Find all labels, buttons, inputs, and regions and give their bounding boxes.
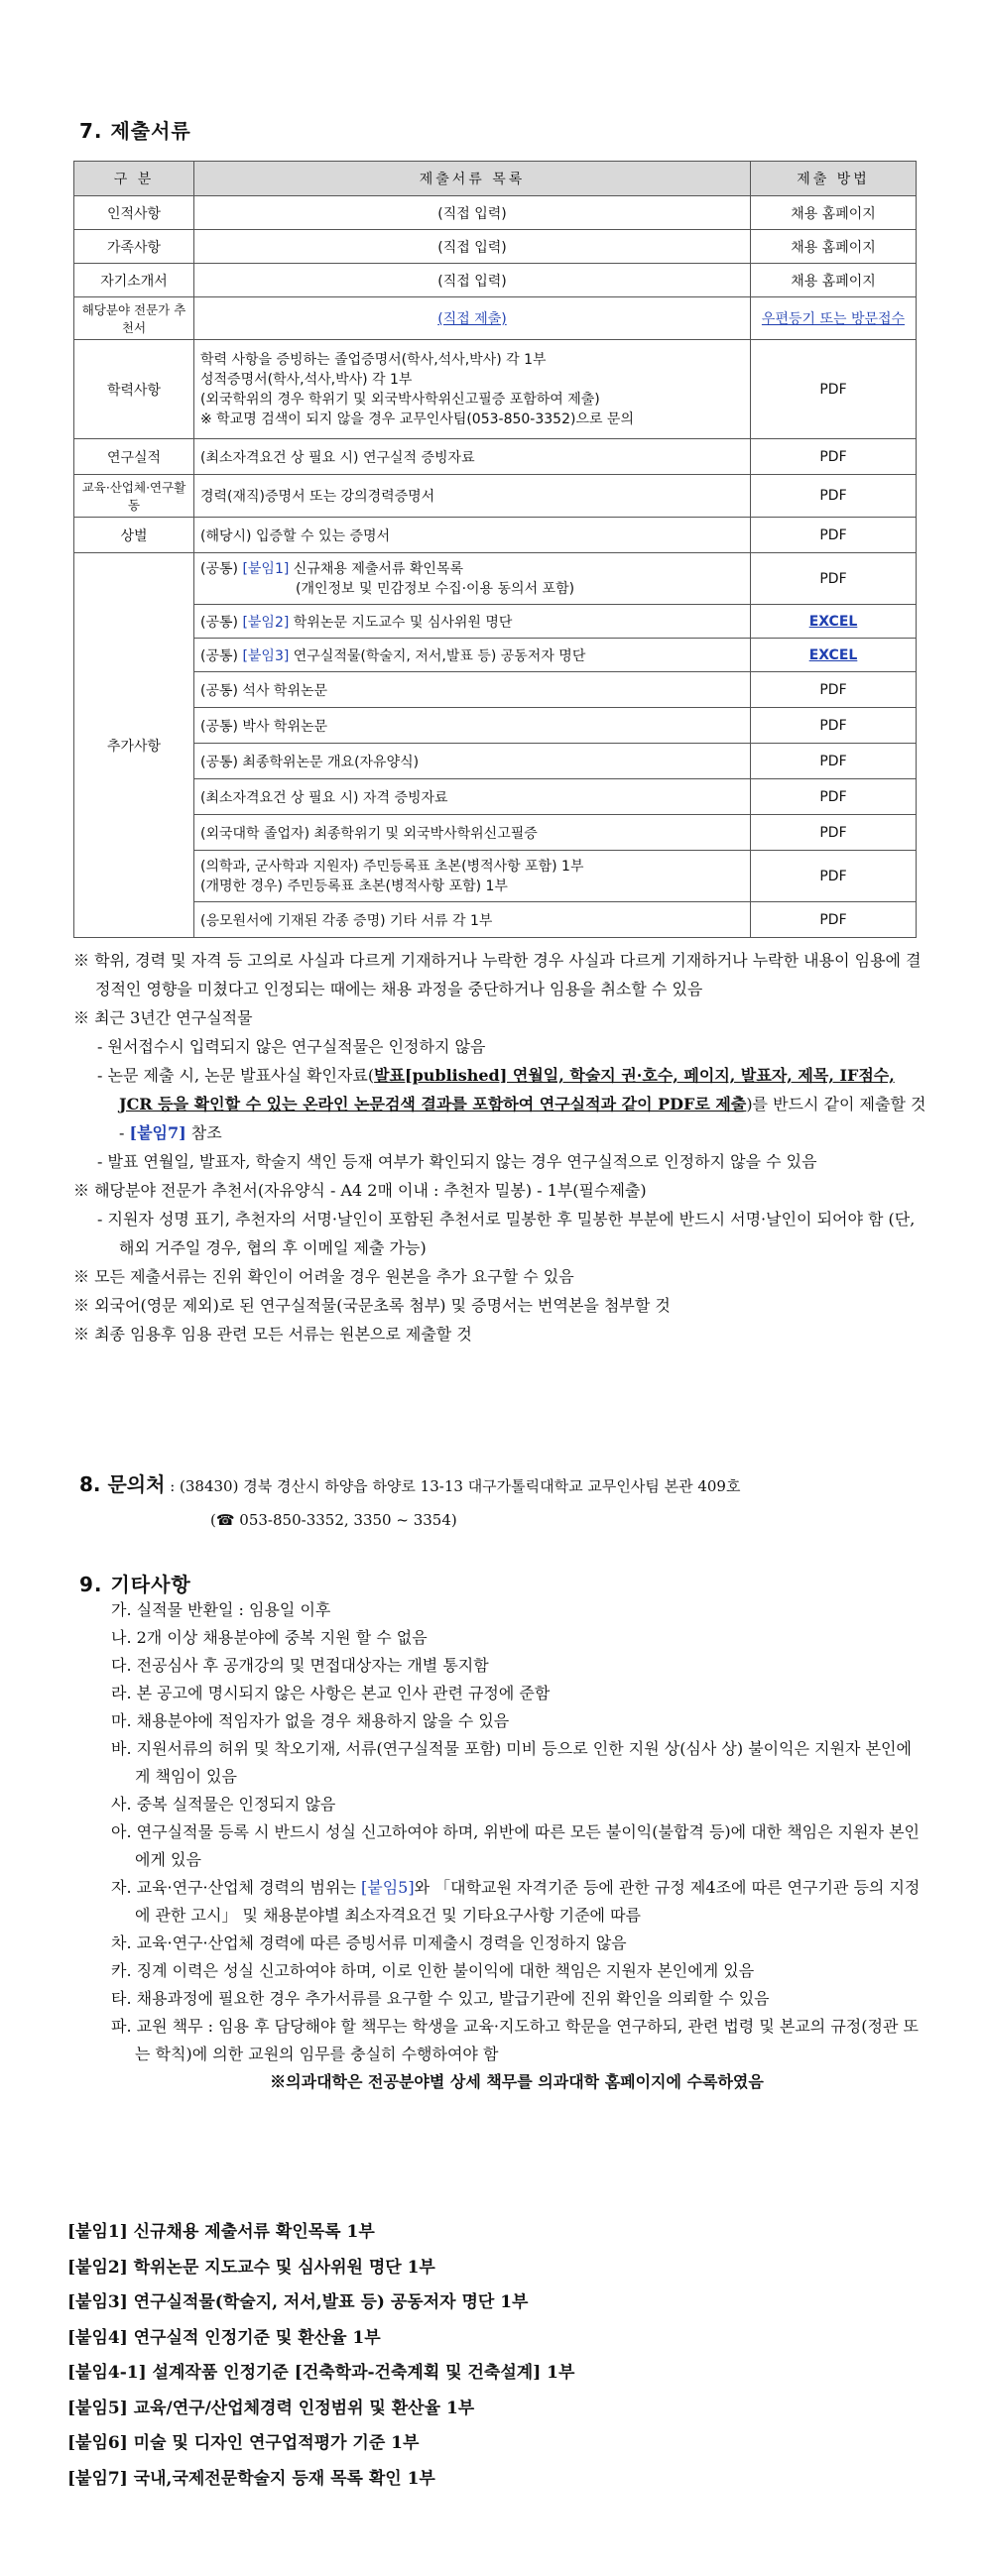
note-recommendation-seal: - 지원자 성명 표기, 추천자의 서명·날인이 포함된 추천서로 밀봉한 후 밀봉한 부분에 반드시 서명·날인이 되어야 함 (단, 해외 거주일 경우, 협의 후 이메일 제출 가능) xyxy=(97,1210,916,1257)
row-category: 연구실적 xyxy=(74,439,194,475)
misc-item-career xyxy=(111,1874,922,1930)
note-text: - 논문 제출 시, 논문 발표사실 확인자료( xyxy=(97,1066,375,1085)
attachment-tag: [붙임1] xyxy=(242,560,290,577)
contact-phone: (☎ 053-850-3352, 3350 ~ 3354) xyxy=(210,1511,457,1529)
note-recommendation: ※ 해당분야 전문가 추천서(자유양식 - A4 2매 이내 : 추천자 밀봉) - 1부(필수제출) xyxy=(73,1181,647,1200)
table-row xyxy=(74,518,917,553)
row-method: PDF xyxy=(751,475,917,518)
item-text: 연구실적물(학술지, 저서,발표 등) 공동저자 명단 xyxy=(289,647,586,664)
education-line: (외국학위의 경우 학위기 및 외국박사학위신고필증 포함하여 제출) xyxy=(200,391,600,408)
misc-section xyxy=(111,1596,922,2096)
contact-section xyxy=(79,1467,740,1537)
item-prefix: (공통) xyxy=(200,647,243,664)
row-item: (공통) 석사 학위논문 xyxy=(194,672,751,708)
row-method: PDF xyxy=(751,518,917,553)
row-item: (공통) 박사 학위논문 xyxy=(194,708,751,744)
row-category: 학력사항 xyxy=(74,340,194,439)
section-8-title: 8. 문의처 xyxy=(79,1472,166,1496)
table-row xyxy=(74,744,917,779)
misc-item: 사. 중복 실적물은 인정되지 않음 xyxy=(111,1795,336,1814)
attachment-item: [붙임4-1] 설계작품 인정기준 [건축학과-건축계획 및 건축설계] 1부 xyxy=(67,2363,575,2383)
row-method: PDF xyxy=(751,744,917,779)
misc-text: 와 「대학교원 자격기준 등에 관한 규정 제4조에 따른 연구기관 등의 지정에 관한 고시」 및 채용분야별 최소자격요건 및 기타요구사항 기준에 따름 xyxy=(135,1878,921,1925)
table-row xyxy=(74,815,917,851)
attachment-tag: [붙임3] xyxy=(242,647,290,664)
table-row xyxy=(74,605,917,639)
misc-item: 파. 교원 책무 : 임용 후 담당해야 할 책무는 학생을 교육·지도하고 학문을 연구하되, 관련 법령 및 본교의 규정(정관 또는 학칙)에 의한 교원의 임무를 충실히 수행하여야 함 xyxy=(111,2017,919,2063)
table-row xyxy=(74,264,917,297)
row-method: EXCEL xyxy=(751,639,917,672)
table-row xyxy=(74,230,917,264)
row-item: 경력(재직)증명서 또는 강의경력증명서 xyxy=(194,475,751,518)
note-unregistered: - 원서접수시 입력되지 않은 연구실적물은 인정하지 않음 xyxy=(97,1037,486,1056)
row-category: 상벌 xyxy=(74,518,194,553)
item-prefix: (공통) xyxy=(200,614,243,631)
misc-item: 다. 전공심사 후 공개강의 및 면접대상자는 개별 통지함 xyxy=(111,1656,489,1675)
education-line: 성적증명서(학사,석사,박사) 각 1부 xyxy=(200,371,413,388)
attachment-item: [붙임2] 학위논문 지도교수 및 심사위원 명단 1부 xyxy=(67,2257,435,2278)
row-method: PDF xyxy=(751,902,917,938)
row-method: PDF xyxy=(751,340,917,439)
section-7-title: 7. 제출서류 xyxy=(79,119,191,143)
attachments-list xyxy=(67,2215,574,2497)
row-item: (최소자격요건 상 필요 시) 연구실적 증빙자료 xyxy=(194,439,751,475)
misc-item: 나. 2개 이상 채용분야에 중복 지원 할 수 없음 xyxy=(111,1628,428,1647)
misc-item: 타. 채용과정에 필요한 경우 추가서류를 요구할 수 있고, 발급기관에 진위 확인을 의뢰할 수 있음 xyxy=(111,1989,770,2008)
table-row xyxy=(74,553,917,605)
row-method: PDF xyxy=(751,779,917,815)
attachment-item: [붙임3] 연구실적물(학술지, 저서,발표 등) 공동저자 명단 1부 xyxy=(67,2292,529,2312)
row-method: EXCEL xyxy=(751,605,917,639)
misc-item: 라. 본 공고에 명시되지 않은 사항은 본교 인사 관련 규정에 준함 xyxy=(111,1684,551,1702)
attachment-item: [붙임1] 신규채용 제출서류 확인목록 1부 xyxy=(67,2222,375,2242)
row-item: (외국대학 졸업자) 최종학위기 및 외국박사학위신고필증 xyxy=(194,815,751,851)
row-method: 우편등기 또는 방문접수 xyxy=(751,297,917,340)
row-item: (직접 제출) xyxy=(194,297,751,340)
table-row xyxy=(74,672,917,708)
note-falsification: ※ 학위, 경력 및 자격 등 고의로 사실과 다르게 기재하거나 누락한 경우 사실과 다르게 기재하거나 누락한 내용이 임용에 결정적인 영향을 미쳤다고 인정되는 때에는 채용 과정을 중단하거나 임용을 취소할 수 있음 xyxy=(73,951,922,998)
table-row xyxy=(74,196,917,230)
submission-documents-table xyxy=(73,161,917,938)
item-text: 신규채용 제출서류 확인목록 xyxy=(289,560,463,577)
row-item: (해당시) 입증할 수 있는 증명서 xyxy=(194,518,751,553)
table-row xyxy=(74,340,917,439)
attachment-item: [붙임7] 국내,국제전문학술지 등재 목록 확인 1부 xyxy=(67,2468,435,2489)
table-row xyxy=(74,708,917,744)
row-item: (직접 입력) xyxy=(194,264,751,297)
misc-item: 바. 지원서류의 허위 및 착오기재, 서류(연구실적물 포함) 미비 등으로 인한 지원 상(심사 상) 불이익은 지원자 본인에게 책임이 있음 xyxy=(111,1739,912,1786)
row-method: 채용 홈페이지 xyxy=(751,196,917,230)
row-method: PDF xyxy=(751,851,917,902)
table-row xyxy=(74,475,917,518)
row-method: 채용 홈페이지 xyxy=(751,264,917,297)
row-item: (직접 입력) xyxy=(194,196,751,230)
table-row xyxy=(74,439,917,475)
section-9-title: 9. 기타사항 xyxy=(79,1573,191,1596)
row-category-extra: 추가사항 xyxy=(74,553,194,938)
attachment-item: [붙임5] 교육/연구/산업체경력 인정범위 및 환산율 1부 xyxy=(67,2398,475,2418)
table-row xyxy=(74,297,917,340)
misc-text: 자. 교육·연구·산업체 경력의 범위는 xyxy=(111,1878,361,1897)
misc-item: 차. 교육·연구·산업체 경력에 따른 증빙서류 미제출시 경력을 인정하지 않음 xyxy=(111,1933,627,1952)
row-item: (공통) 최종학위논문 개요(자유양식) xyxy=(194,744,751,779)
table-row xyxy=(74,639,917,672)
row-method: 채용 홈페이지 xyxy=(751,230,917,264)
attachment-item: [붙임4] 연구실적 인정기준 및 환산율 1부 xyxy=(67,2327,381,2348)
education-line: ※ 학교명 검색이 되지 않을 경우 교무인사팀(053-850-3352)으로 문의 xyxy=(200,410,634,427)
table-row xyxy=(74,851,917,902)
row-method: PDF xyxy=(751,672,917,708)
header-method: 제출 방법 xyxy=(751,162,917,196)
row-item: (응모원서에 기재된 각종 증명) 기타 서류 각 1부 xyxy=(194,902,751,938)
contact-address: : (38430) 경북 경산시 하양읍 하양로 13-13 대구가톨릭대학교 교무인사팀 본관 409호 xyxy=(165,1477,741,1495)
table-row xyxy=(74,779,917,815)
row-method: PDF xyxy=(751,439,917,475)
header-documents: 제출서류 목록 xyxy=(194,162,751,196)
note-translation: ※ 외국어(영문 제외)로 된 연구실적물(국문초록 첨부) 및 증명서는 번역본을 첨부할 것 xyxy=(73,1296,671,1315)
row-method: PDF xyxy=(751,815,917,851)
table-row xyxy=(74,902,917,938)
misc-item: 가. 실적물 반환일 : 임용일 이후 xyxy=(111,1600,331,1619)
note-unverified: - 발표 연월일, 발표자, 학술지 색인 등재 여부가 확인되지 않는 경우 연구실적으로 인정하지 않을 수 있음 xyxy=(97,1152,817,1171)
row-category: 가족사항 xyxy=(74,230,194,264)
row-item xyxy=(194,605,751,639)
item-line2: (개명한 경우) 주민등록표 초본(병적사항 포함) 1부 xyxy=(200,878,508,894)
attachment-item: [붙임6] 미술 및 디자인 연구업적평가 기준 1부 xyxy=(67,2433,420,2453)
item-text: 학위논문 지도교수 및 심사위원 명단 xyxy=(289,614,513,631)
row-item: (직접 입력) xyxy=(194,230,751,264)
note-text: 참조 xyxy=(185,1123,222,1142)
row-category: 인적사항 xyxy=(74,196,194,230)
misc-item: 아. 연구실적물 등록 시 반드시 성실 신고하여야 하며, 위반에 따른 모든 불이익(불합격 등)에 대한 책임은 지원자 본인에게 있음 xyxy=(111,1822,921,1869)
attachment-tag: [붙임2] xyxy=(242,614,290,631)
note-emphasis: 발표[published] 연월일, 학술지 권·호수, 페이지, 발표자, 제목, IF점수, JCR 등을 확인할 수 있는 온라인 논문검색 결과를 포함하여 연구실적과 같이 PDF로 제출 xyxy=(119,1066,895,1113)
row-method: PDF xyxy=(751,553,917,605)
row-item xyxy=(194,851,751,902)
note-publication-proof xyxy=(73,1061,926,1147)
note-text: )를 반드시 같이 제출할 것 - xyxy=(119,1095,926,1142)
item-text: (의학과, 군사학과 지원자) 주민등록표 초본(병적사항 포함) 1부 xyxy=(200,858,584,875)
item-line2: (개인정보 및 민감정보 수집·이용 동의서 포함) xyxy=(296,580,575,597)
note-recent-research: ※ 최근 3년간 연구실적물 xyxy=(73,1008,253,1027)
attachment-ref: [붙임5] xyxy=(361,1878,415,1897)
row-item xyxy=(194,553,751,605)
row-item-education xyxy=(194,340,751,439)
education-line: 학력 사항을 증빙하는 졸업증명서(학사,석사,박사) 각 1부 xyxy=(200,351,547,368)
row-item xyxy=(194,639,751,672)
row-category: 자기소개서 xyxy=(74,264,194,297)
medical-note: ※의과대학은 전공분야별 상세 책무를 의과대학 홈페이지에 수록하였음 xyxy=(270,2072,764,2091)
item-prefix: (공통) xyxy=(200,560,243,577)
row-method: PDF xyxy=(751,708,917,744)
header-category: 구 분 xyxy=(74,162,194,196)
row-item: (최소자격요건 상 필요 시) 자격 증빙자료 xyxy=(194,779,751,815)
misc-item: 카. 징계 이력은 성실 신고하여야 하며, 이로 인한 불이익에 대한 책임은 지원자 본인에게 있음 xyxy=(111,1961,755,1980)
note-final-originals: ※ 최종 임용후 임용 관련 모든 서류는 원본으로 제출할 것 xyxy=(73,1325,472,1344)
submission-notes xyxy=(73,946,926,1348)
attachment-ref: [붙임7] xyxy=(129,1123,186,1142)
row-category: 교육·산업체·연구활동 xyxy=(74,475,194,518)
note-originals: ※ 모든 제출서류는 진위 확인이 어려울 경우 원본을 추가 요구할 수 있음 xyxy=(73,1267,574,1286)
table-header-row xyxy=(74,162,917,196)
row-category: 해당분야 전문가 추천서 xyxy=(74,297,194,340)
misc-item: 마. 채용분야에 적임자가 없을 경우 채용하지 않을 수 있음 xyxy=(111,1711,510,1730)
